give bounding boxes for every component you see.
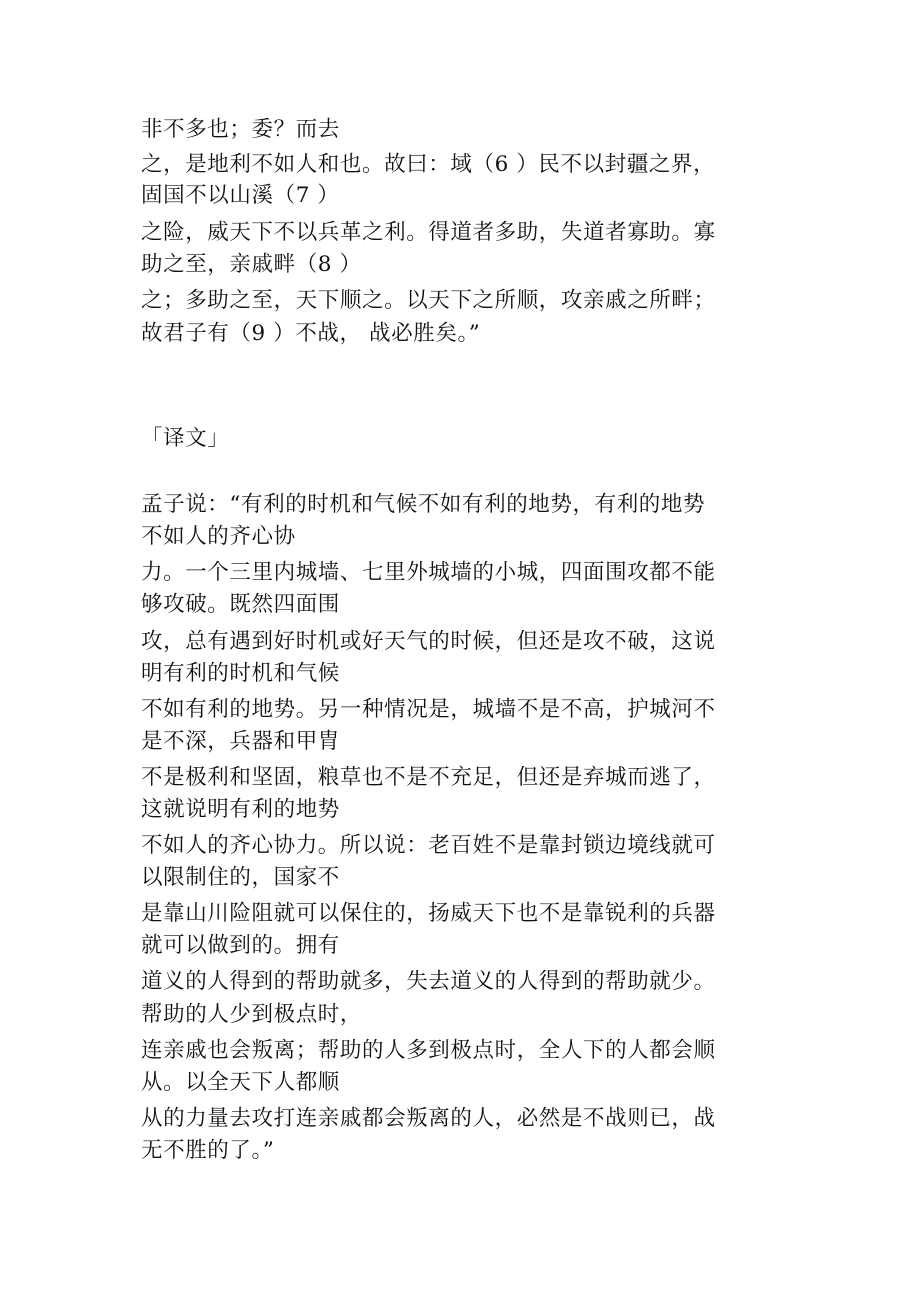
translation-line: 不如有利的地势。另一种情况是，城墙不是不高，护城河不 (141, 697, 716, 722)
original-line: 助之至，亲戚畔（8 ） (141, 252, 362, 277)
original-line: 非不多也；委？而去 (141, 117, 340, 142)
translation-line: 从。以全天下人都顺 (141, 1070, 340, 1095)
translation-line: 就可以做到的。拥有 (141, 933, 340, 958)
translation-line: 帮助的人少到极点时， (141, 1002, 363, 1027)
translation-line: 是不深，兵器和甲胄 (141, 729, 340, 754)
translation-line: 够攻破。既然四面围 (141, 592, 340, 617)
translation-line: 孟子说：“有利的时机和气候不如有利的地势，有利的地势 (141, 492, 706, 517)
translation-line: 以限制住的，国家不 (141, 865, 340, 890)
translation-line: 不如人的齐心协力。所以说：老百姓不是靠封锁边境线就可 (141, 833, 716, 858)
original-line: 之险，威天下不以兵革之利。得道者多助，失道者寡助。寡 (141, 220, 716, 245)
translation-line: 攻，总有遇到好时机或好天气的时候，但还是攻不破，这说 (141, 629, 716, 654)
translation-line: 不如人的齐心协 (141, 524, 296, 549)
translation-line: 是靠山川险阻就可以保住的，扬威天下也不是靠锐利的兵器 (141, 901, 716, 926)
translation-line: 从的力量去攻打连亲戚都会叛离的人，必然是不战则已，战 (141, 1106, 716, 1131)
translation-line: 连亲戚也会叛离；帮助的人多到极点时，全人下的人都会顺 (141, 1038, 716, 1063)
translation-heading: 「译文」 (141, 426, 230, 451)
translation-line: 力。一个三里内城墙、七里外城墙的小城，四面围攻都不能 (141, 560, 716, 585)
original-line: 之，是地利不如人和也。故曰：域（6 ）民不以封疆之界， (141, 152, 716, 177)
translation-line: 这就说明有利的地势 (141, 797, 340, 822)
translation-line: 道义的人得到的帮助就多，失去道义的人得到的帮助就少。 (141, 969, 716, 994)
original-line: 故君子有（9 ）不战， 战必胜矣。” (141, 321, 481, 346)
translation-line: 明有利的时机和气候 (141, 661, 340, 686)
translation-line: 无不胜的了。” (141, 1138, 275, 1163)
original-line: 之；多助之至，天下顺之。以天下之所顺，攻亲戚之所畔； (141, 288, 716, 313)
translation-line: 不是极利和坚固，粮草也不是不充足，但还是弃城而逃了， (141, 765, 716, 790)
original-line: 固国不以山溪（7 ） (141, 183, 340, 208)
